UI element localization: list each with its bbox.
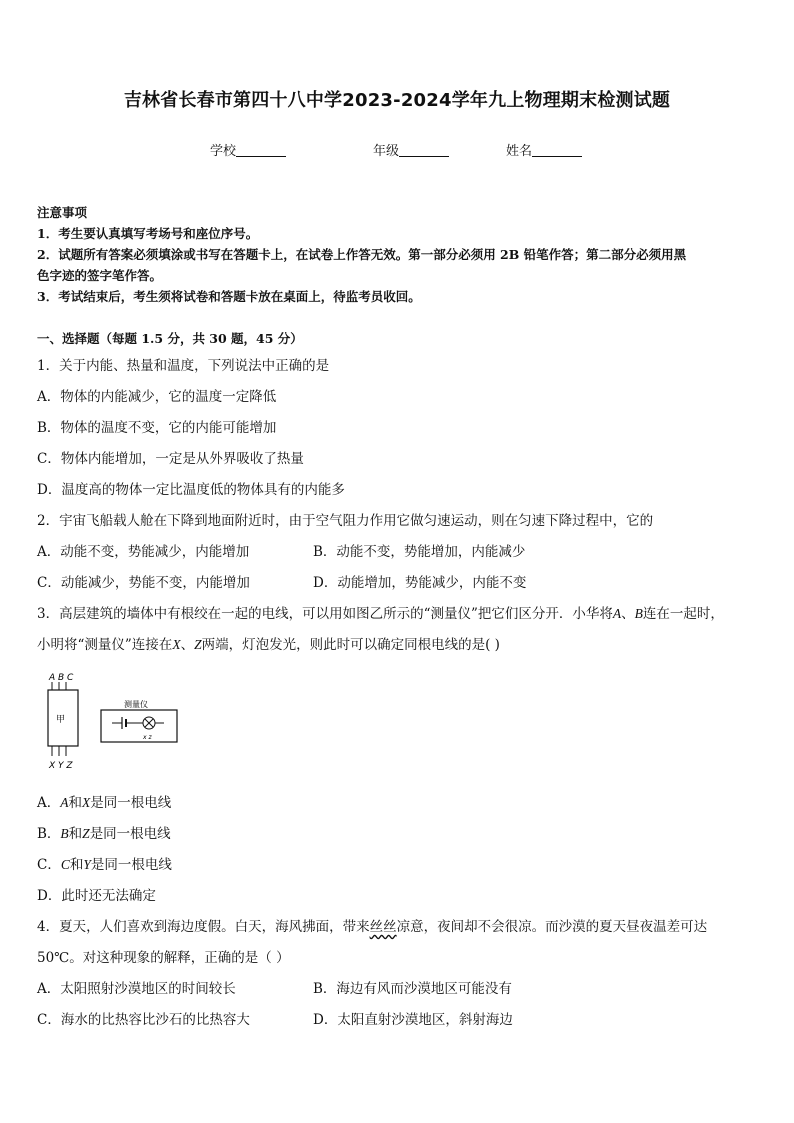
q3-option-a: A．A和X是同一根电线 [37,795,172,811]
notice-item: 1．考生要认真填写考场号和座位序号。 [37,226,259,241]
notice-item: 色字迹的签字笔作答。 [37,268,163,283]
q2-option-a: A．动能不变，势能减少，内能增加 [37,544,250,560]
notice-heading: 注意事项 [37,205,88,220]
q2-option-b: B．动能不变，势能增加，内能减少 [313,544,526,560]
q4-option-a: A．太阳照射沙漠地区的时间较长 [37,981,236,997]
question-3-stem-line2: 小明将“测量仪”连接在X、Z两端，灯泡发光，则此时可以确定同根电线的是( ) [37,637,500,653]
q2-option-d: D．动能增加，势能减少，内能不变 [313,575,527,591]
q1-option-b: B．物体的温度不变，它的内能可能增加 [37,420,277,436]
grade-label: 年级 [373,144,400,159]
section-heading: 一、选择题（每题 1.5 分，共 30 题，45 分） [37,331,303,346]
grade-field[interactable] [373,140,449,159]
question-4-stem-line2: 50℃。对这种现象的解释，正确的是（ ） [37,950,290,966]
device-label: 测量仪 [124,700,148,709]
name-label: 姓名 [506,144,533,159]
question-4-stem-line1: 4．夏天，人们喜欢到海边度假。白天，海风拂面，带来丝丝凉意，夜间却不会很凉。而沙漠的夏天昼夜温差可达 [37,919,708,935]
q1-option-c: C．物体内能增加，一定是从外界吸收了热量 [37,451,304,467]
q3-option-b: B．B和Z是同一根电线 [37,826,171,842]
page-title: 吉林省长春市第四十八中学2023-2024学年九上物理期末检测试题 [123,90,671,111]
q3-option-d: D．此时还无法确定 [37,888,156,904]
q1-option-d: D．温度高的物体一定比温度低的物体具有的内能多 [37,482,345,498]
notice-item: 2．试题所有答案必须填涂或书写在答题卡上，在试卷上作答无效。第一部分必须用 2B 铅笔作答；第二部分必须用黑 [37,247,687,262]
q4-option-b: B．海边有风而沙漠地区可能没有 [313,981,512,997]
q4-option-d: D．太阳直射沙漠地区，斜射海边 [313,1012,513,1028]
bottom-wire-labels: X Y Z [49,761,73,771]
top-wire-labels: A B C [49,673,74,683]
q2-option-c: C．动能减少，势能不变，内能增加 [37,575,250,591]
school-label: 学校 [210,144,237,159]
question-1-stem: 1．关于内能、热量和温度，下列说法中正确的是 [37,358,330,374]
question-2-stem: 2．宇宙飞船载人舱在下降到地面附近时，由于空气阻力作用它做匀速运动，则在匀速下降过程中，它的 [37,513,654,529]
notice-item: 3．考试结束后，考生须将试卷和答题卡放在桌面上，待监考员收回。 [37,289,421,304]
q4-option-c: C．海水的比热容比沙石的比热容大 [37,1012,250,1028]
q3-option-c: C．C和Y是同一根电线 [37,857,172,873]
question-3-stem-line1: 3．高层建筑的墙体中有根绞在一起的电线，可以用如图乙所示的“测量仪”把它们区分开．小华将A、B连在一起时， [37,606,724,622]
school-field[interactable] [210,140,286,159]
name-field[interactable] [506,140,582,159]
box-label: 甲 [56,715,66,725]
measuring-device-diagram [40,668,190,774]
q1-option-a: A．物体的内能减少，它的温度一定降低 [37,389,277,405]
terminal-labels: x z [143,734,152,741]
